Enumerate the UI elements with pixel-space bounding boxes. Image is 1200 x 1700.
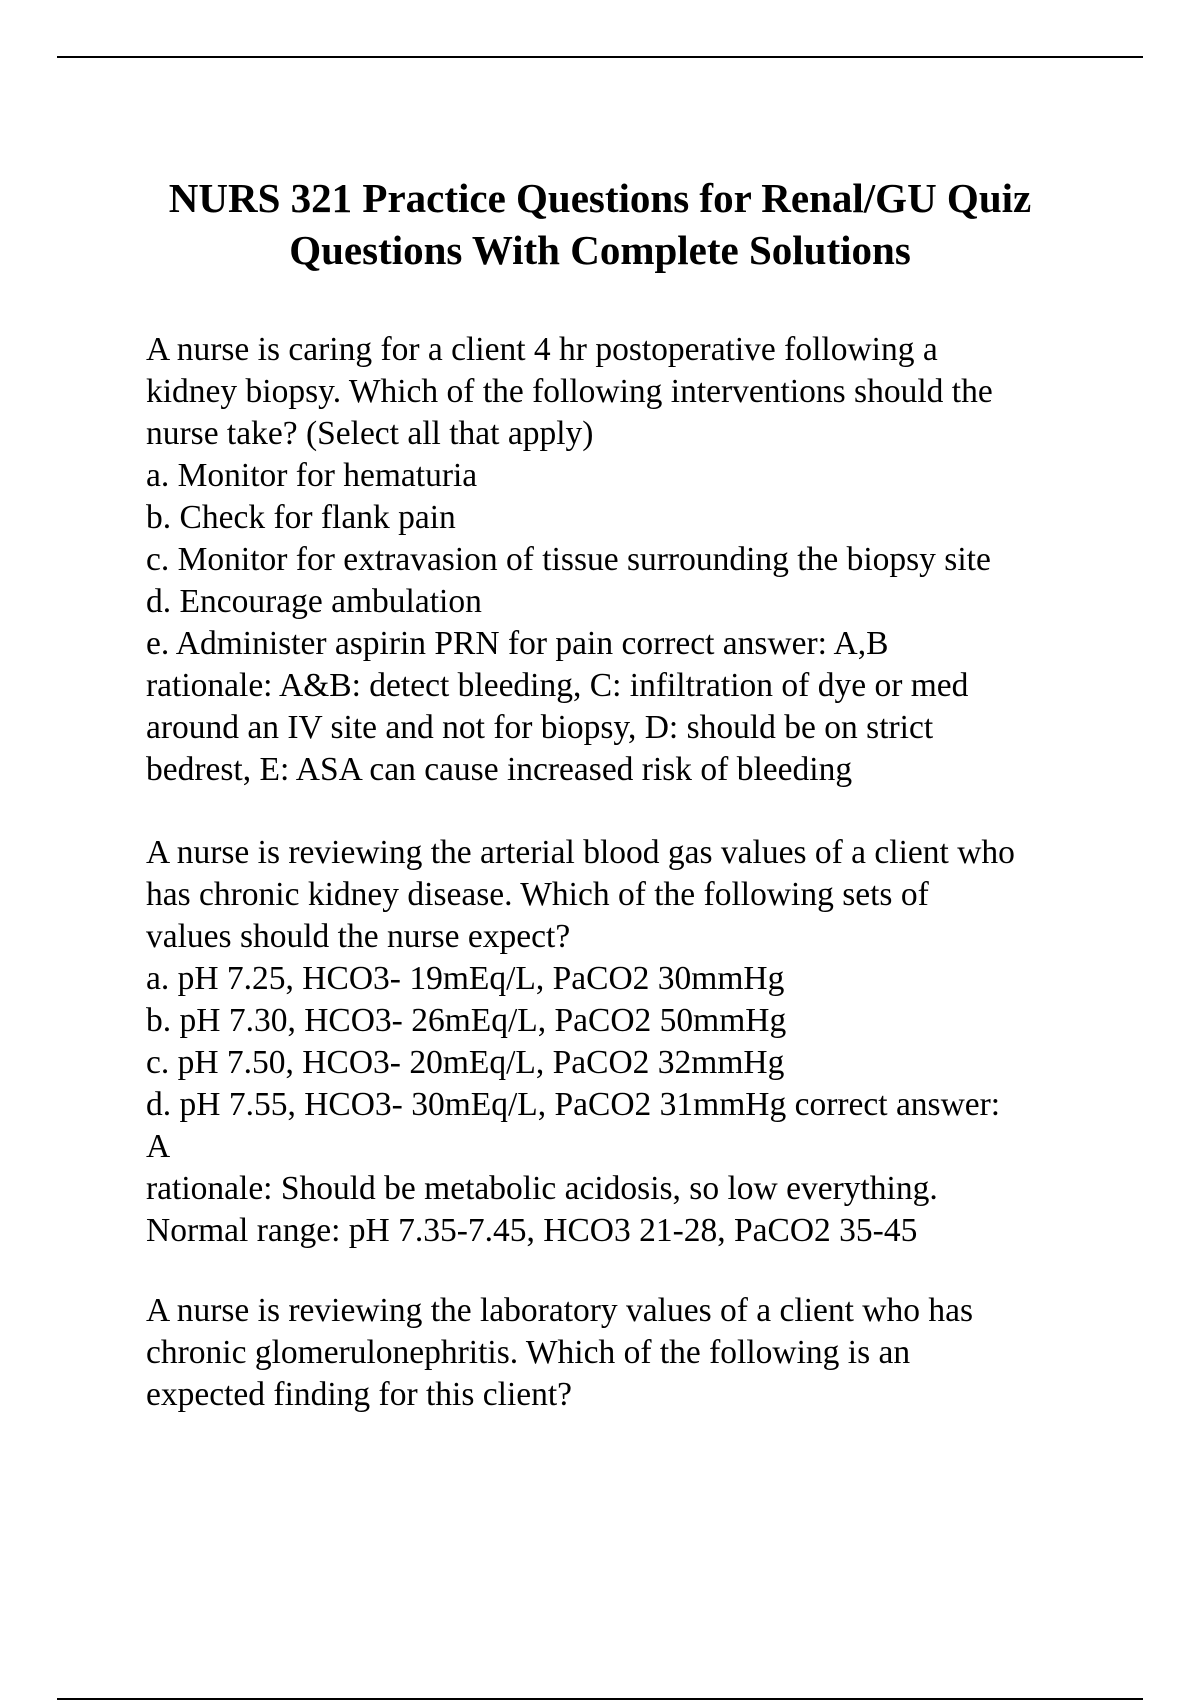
question-1-stem-line-1: A nurse is caring for a client 4 hr postoperative following a	[146, 331, 938, 368]
question-2-stem-line-2: has chronic kidney disease. Which of the following sets of	[146, 876, 929, 913]
question-1-option-c: c. Monitor for extravasion of tissue surrounding the biopsy site	[146, 541, 991, 578]
title-line-2: Questions With Complete Solutions	[289, 227, 911, 274]
question-3-stem-line-3: expected finding for this client?	[146, 1376, 573, 1413]
question-1-rationale-line-3: bedrest, E: ASA can cause increased risk of bleeding	[146, 751, 853, 788]
question-3-stem-line-2: chronic glomerulonephritis. Which of the following is an	[146, 1334, 911, 1371]
question-2-rationale-line-2: Normal range: pH 7.35-7.45, HCO3 21-28, PaCO2 35-45	[146, 1212, 918, 1249]
question-2-option-d-answer: d. pH 7.55, HCO3- 30mEq/L, PaCO2 31mmHg correct answer:	[146, 1086, 1001, 1123]
question-2-option-b: b. pH 7.30, HCO3- 26mEq/L, PaCO2 50mmHg	[146, 1002, 787, 1039]
header-rule	[57, 56, 1143, 58]
question-2-rationale-line-1: rationale: Should be metabolic acidosis, so low everything.	[146, 1170, 938, 1207]
question-2-option-c: c. pH 7.50, HCO3- 20mEq/L, PaCO2 32mmHg	[146, 1044, 785, 1081]
question-2-stem-line-1: A nurse is reviewing the arterial blood gas values of a client who	[146, 834, 1015, 871]
question-1-option-e-answer: e. Administer aspirin PRN for pain correct answer: A,B	[146, 625, 889, 662]
title-line-1: NURS 321 Practice Questions for Renal/GU Quiz	[168, 175, 1032, 222]
question-1-stem-line-3: nurse take? (Select all that apply)	[146, 415, 594, 452]
question-2-option-a: a. pH 7.25, HCO3- 19mEq/L, PaCO2 30mmHg	[146, 960, 785, 997]
question-block-2	[146, 832, 1156, 1252]
question-1-stem-line-2: kidney biopsy. Which of the following interventions should the	[146, 373, 993, 410]
question-3-stem-line-1: A nurse is reviewing the laboratory values of a client who has	[146, 1292, 974, 1329]
question-1-option-a: a. Monitor for hematuria	[146, 457, 478, 494]
question-block-1	[146, 329, 1156, 791]
question-1-option-d: d. Encourage ambulation	[146, 583, 482, 620]
question-1-rationale-line-1: rationale: A&B: detect bleeding, C: infiltration of dye or med	[146, 667, 969, 704]
question-2-stem-line-3: values should the nurse expect?	[146, 918, 571, 955]
question-2-answer-letter: A	[146, 1128, 171, 1165]
question-1-option-b: b. Check for flank pain	[146, 499, 456, 536]
question-block-3	[146, 1290, 1156, 1416]
question-1-rationale-line-2: around an IV site and not for biopsy, D: should be on strict	[146, 709, 934, 746]
page-title	[60, 172, 1140, 276]
